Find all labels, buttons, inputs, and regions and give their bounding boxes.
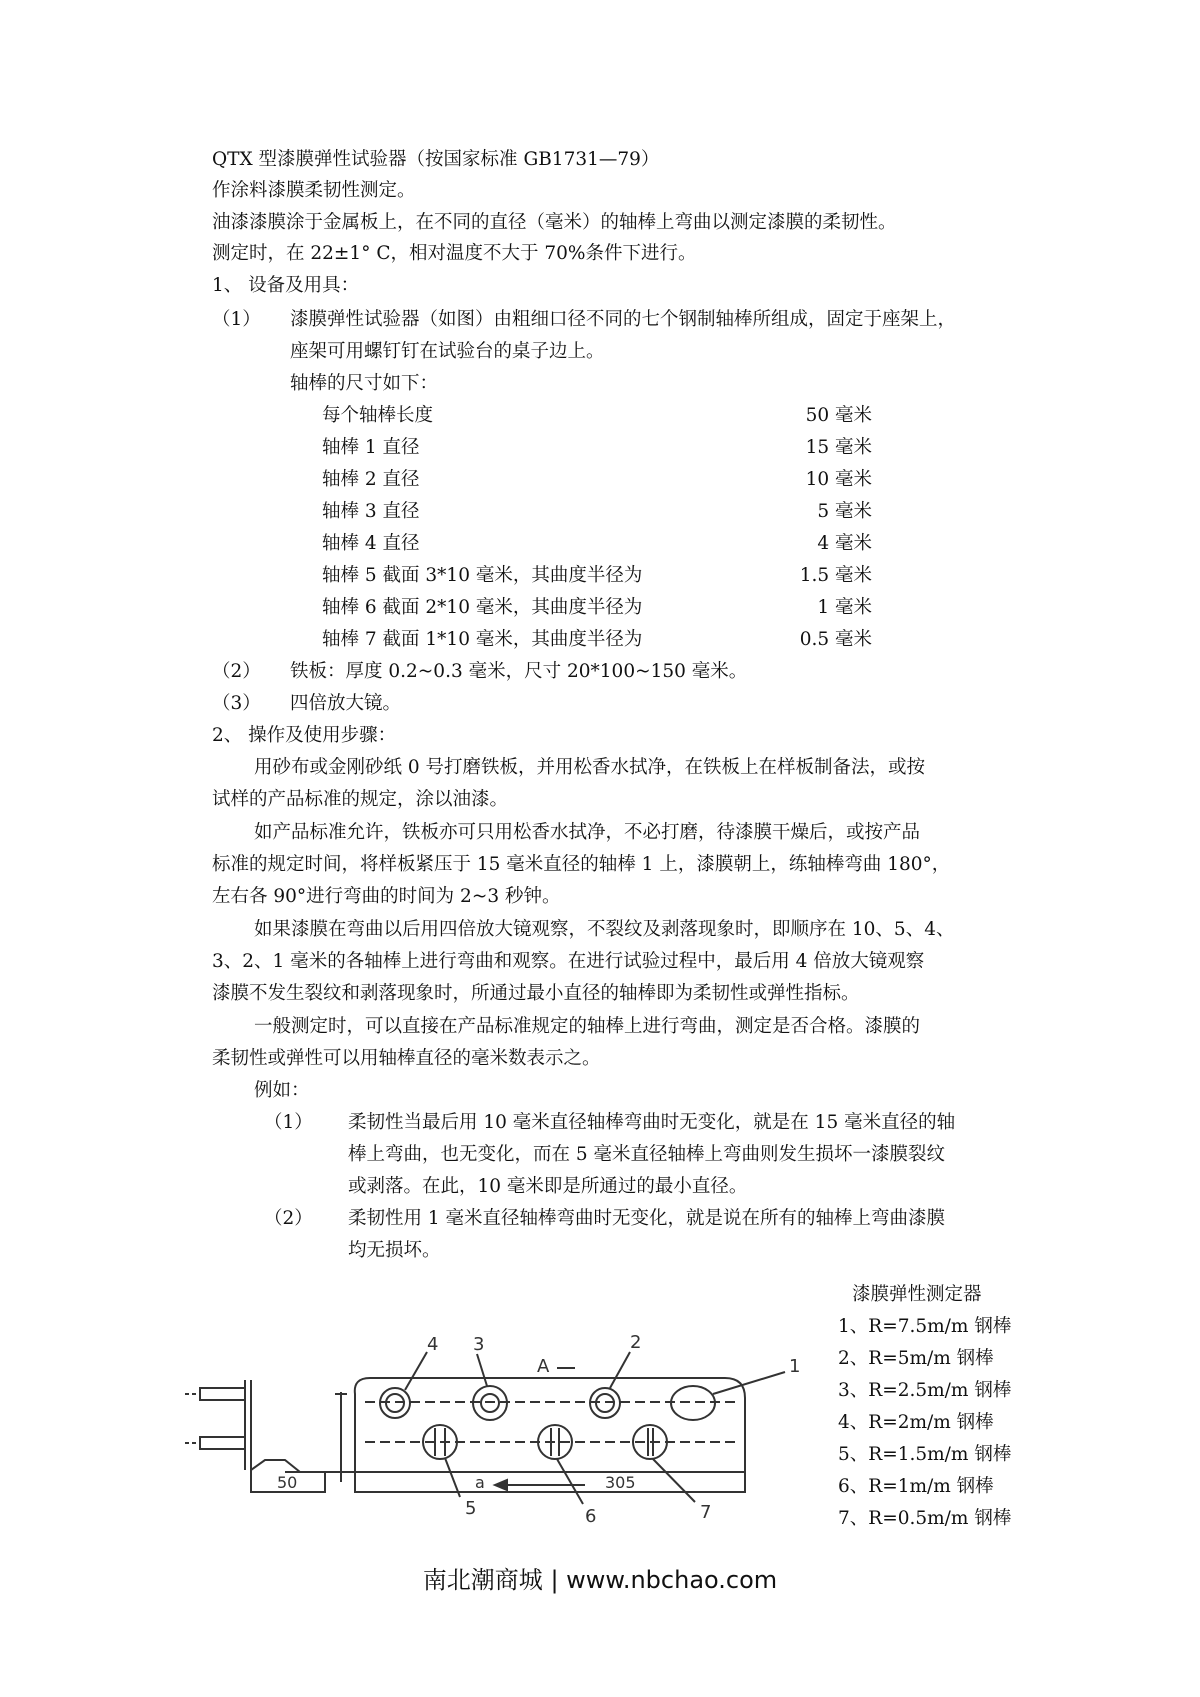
label-4: 4: [427, 1334, 439, 1355]
section2-heading: 2、 操作及使用步骤：: [212, 725, 397, 746]
label-3: 3: [473, 1334, 485, 1355]
principle-text: 油漆漆膜涂于金属板上，在不同的直径（毫米）的轴棒上弯曲以测定漆膜的柔韧性。: [212, 212, 897, 233]
spec-value: 15 毫米: [805, 437, 872, 458]
para1-line2: 试样的产品标准的规定，涂以油漆。: [212, 789, 509, 810]
legend-title: 漆膜弹性测定器: [852, 1284, 982, 1305]
label-7: 7: [700, 1502, 712, 1523]
para4-line1: 一般测定时，可以直接在产品标准规定的轴棒上进行弯曲，测定是否合格。漆膜的: [254, 1016, 921, 1037]
arrowhead: [495, 1480, 507, 1490]
para1-line1: 用砂布或金刚砂纸 0 号打磨铁板，并用松香水拭净，在铁板上在样板制备法，或按: [254, 757, 926, 778]
spec-value: 0.5 毫米: [799, 629, 872, 650]
para4-line2: 柔韧性或弹性可以用轴棒直径的毫米数表示之。: [212, 1048, 601, 1069]
legend-item: 7、R=0.5m/m 钢棒: [838, 1508, 1012, 1529]
spec-value: 5 毫米: [817, 501, 872, 522]
item3-number: （3）: [212, 693, 261, 714]
section1-heading: 1、 设备及用具：: [212, 275, 360, 296]
para3-line3: 漆膜不发生裂纹和剥落现象时，所通过最小直径的轴棒即为柔韧性或弹性指标。: [212, 983, 860, 1004]
spec-value: 1 毫米: [817, 597, 872, 618]
example1-line2: 棒上弯曲，也无变化，而在 5 毫米直径轴棒上弯曲则发生损坏一漆膜裂纹: [348, 1144, 946, 1165]
document-title: QTX 型漆膜弹性试验器（按国家标准 GB1731—79）: [212, 149, 660, 170]
spec-value: 50 毫米: [805, 405, 872, 426]
para3-line1: 如果漆膜在弯曲以后用四倍放大镜观察，不裂纹及剥落现象时，即顺序在 10、5、4、: [254, 919, 955, 940]
item1-text-line1: 漆膜弹性试验器（如图）由粗细口径不同的七个钢制轴棒所组成，固定于座架上，: [290, 309, 957, 330]
spec-label: 每个轴棒长度: [322, 405, 434, 426]
spec-label: 轴棒 5 截面 3*10 毫米，其曲度半径为: [322, 565, 643, 586]
leader-1: [713, 1372, 785, 1394]
spec-value: 10 毫米: [805, 469, 872, 490]
para3-line2: 3、2、1 毫米的各轴棒上进行弯曲和观察。在进行试验过程中，最后用 4 倍放大镜观察: [212, 951, 925, 972]
item3-text: 四倍放大镜。: [290, 693, 402, 714]
item2-text: 铁板：厚度 0.2~0.3 毫米，尺寸 20*100~150 毫米。: [290, 661, 748, 682]
spec-label: 轴棒 1 直径: [322, 437, 420, 458]
label-5: 5: [465, 1498, 477, 1519]
purpose-text: 作涂料漆膜柔韧性测定。: [212, 180, 416, 201]
leader-2: [610, 1352, 630, 1388]
label-2: 2: [630, 1332, 642, 1353]
legend-item: 6、R=1m/m 钢棒: [838, 1476, 994, 1497]
rod-1-outer: [671, 1386, 715, 1420]
leader-6: [557, 1459, 583, 1504]
label-1: 1: [789, 1356, 801, 1377]
spec-label: 轴棒 7 截面 1*10 毫米，其曲度半径为: [322, 629, 643, 650]
body-plate: [355, 1378, 745, 1492]
spec-title: 轴棒的尺寸如下：: [290, 373, 439, 394]
example1-number: （1）: [264, 1112, 313, 1133]
legend-item: 4、R=2m/m 钢棒: [838, 1412, 994, 1433]
spec-value: 4 毫米: [817, 533, 872, 554]
leader-7: [653, 1459, 695, 1502]
mounting-screw-lower: [200, 1437, 245, 1449]
example1-line3: 或剥落。在此，10 毫米即是所通过的最小直径。: [348, 1176, 748, 1197]
label-A: A: [537, 1356, 550, 1377]
example1-line1: 柔韧性当最后用 10 毫米直径轴棒弯曲时无变化，就是在 15 毫米直径的轴: [348, 1112, 956, 1133]
example2-number: （2）: [264, 1208, 313, 1229]
dimension-305: 305: [605, 1473, 636, 1492]
spec-label: 轴棒 4 直径: [322, 533, 420, 554]
label-6: 6: [585, 1506, 597, 1527]
example2-line2: 均无损坏。: [348, 1240, 441, 1261]
legend-item: 3、R=2.5m/m 钢棒: [838, 1380, 1012, 1401]
para2-line2: 标准的规定时间，将样板紧压于 15 毫米直径的轴棒 1 上，漆膜朝上，练轴棒弯曲 180°，: [212, 854, 951, 875]
legend-item: 5、R=1.5m/m 钢棒: [838, 1444, 1012, 1465]
spec-value: 1.5 毫米: [799, 565, 872, 586]
conditions-text: 测定时，在 22±1° C，相对温度不大于 70%条件下进行。: [212, 243, 697, 264]
leader-4: [405, 1352, 427, 1390]
example-label: 例如：: [254, 1080, 310, 1101]
para2-line1: 如产品标准允许，铁板亦可只用松香水拭净，不必打磨，待漆膜干燥后，或按产品: [254, 822, 921, 843]
site-footer: 南北潮商城 | www.nbchao.com: [422, 1566, 778, 1594]
para2-line3: 左右各 90°进行弯曲的时间为 2~3 秒钟。: [212, 886, 561, 907]
example2-line1: 柔韧性用 1 毫米直径轴棒弯曲时无变化，就是说在所有的轴棒上弯曲漆膜: [348, 1208, 946, 1229]
legend-item: 1、R=7.5m/m 钢棒: [838, 1316, 1012, 1337]
tester-drawing: [165, 1282, 825, 1542]
spec-label: 轴棒 3 直径: [322, 501, 420, 522]
item2-number: （2）: [212, 661, 261, 682]
item1-text-line2: 座架可用螺钉钉在试验台的桌子边上。: [290, 341, 605, 362]
spec-label: 轴棒 6 截面 2*10 毫米，其曲度半径为: [322, 597, 643, 618]
mounting-screw-upper: [200, 1388, 245, 1400]
leader-3: [477, 1354, 487, 1386]
spec-label: 轴棒 2 直径: [322, 469, 420, 490]
item1-number: （1）: [212, 309, 261, 330]
label-a: a: [475, 1473, 485, 1492]
legend-item: 2、R=5m/m 钢棒: [838, 1348, 994, 1369]
dimension-50: 50: [277, 1473, 298, 1492]
